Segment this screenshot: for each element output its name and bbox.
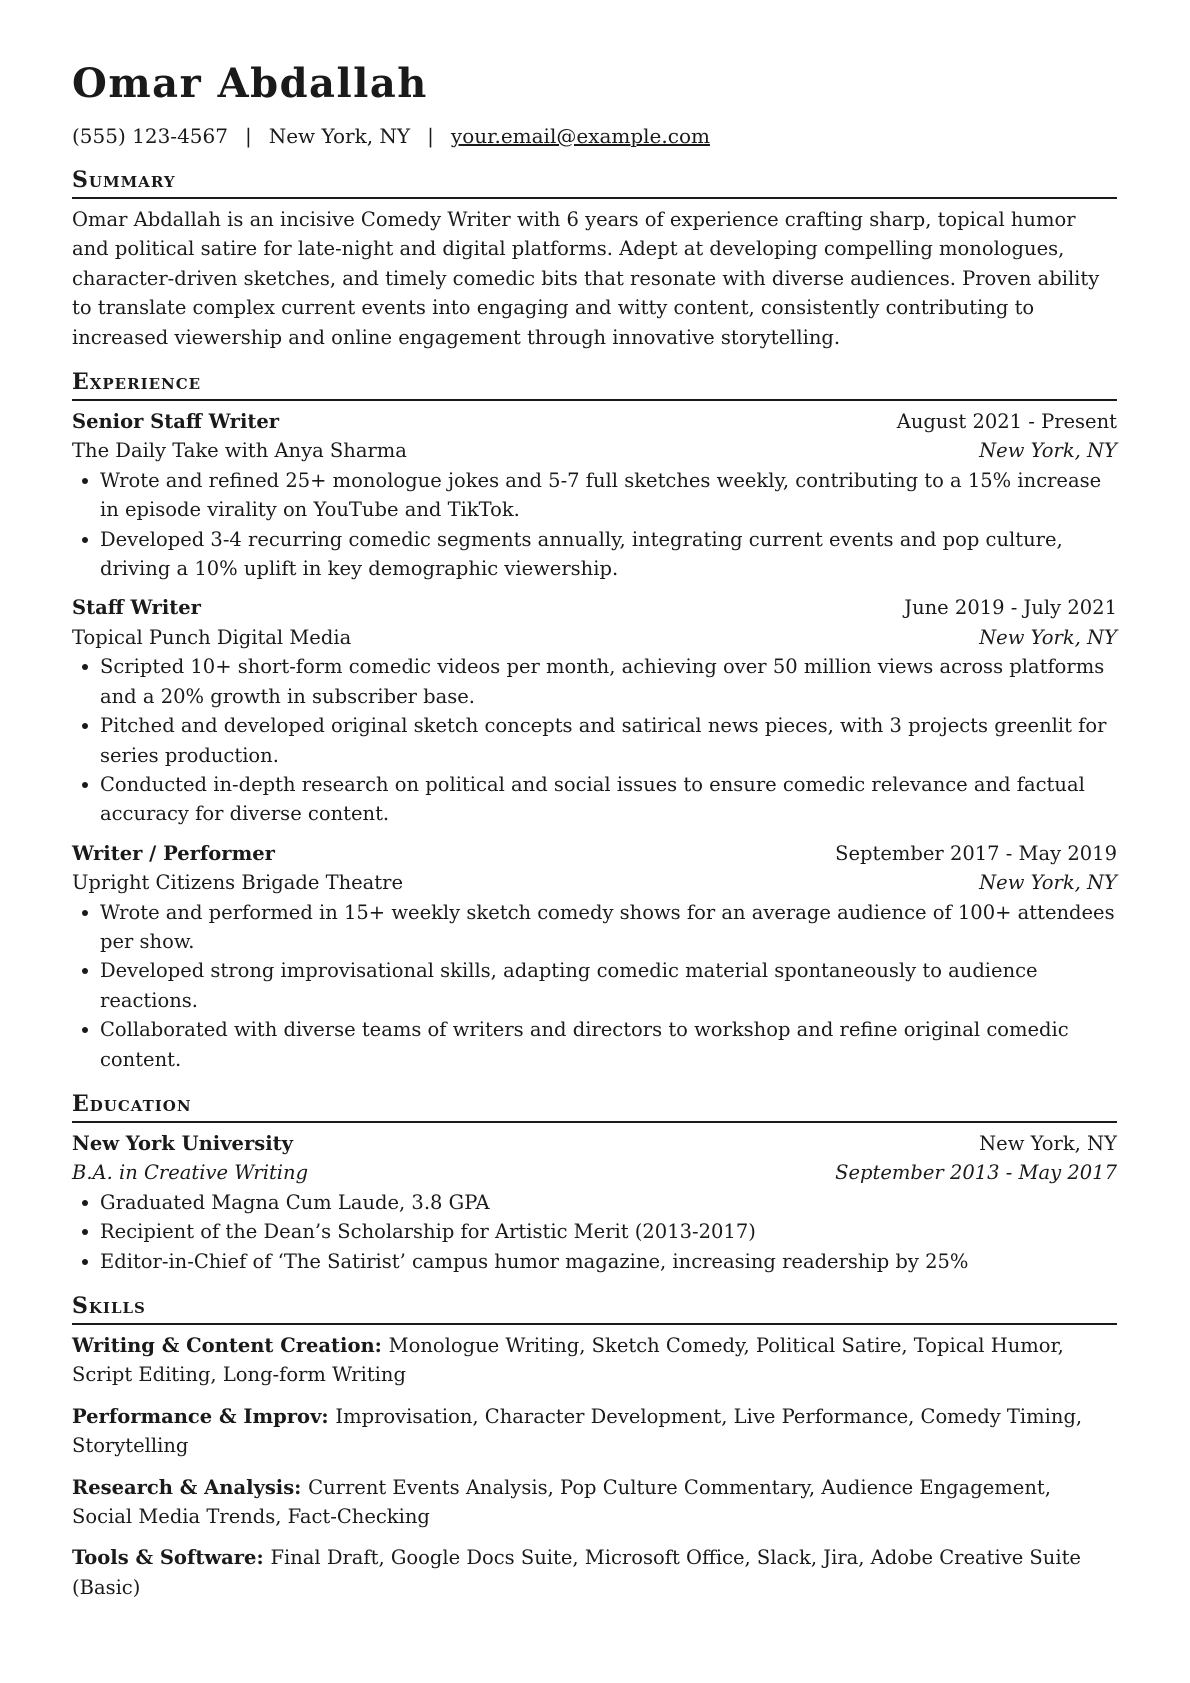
bullet-item: Wrote and performed in 15+ weekly sketch comedy shows for an average audience of 100+ attendees per show.: [72, 898, 1117, 957]
degree-name: B.A. in Creative Writing: [72, 1161, 309, 1185]
education-entry: [72, 1129, 1117, 1276]
job-title: Senior Staff Writer: [72, 410, 280, 434]
job-location: New York, NY: [979, 625, 1117, 649]
job-dates: August 2021 - Present: [896, 410, 1117, 434]
bullet-item: Conducted in-depth research on political and social issues to ensure comedic relevance and factual accuracy for diverse content.: [72, 770, 1117, 829]
bullet-item: Pitched and developed original sketch concepts and satirical news pieces, with 3 projects greenlit for series production.: [72, 711, 1117, 770]
school-name: New York University: [72, 1131, 293, 1155]
skill-label: Tools & Software:: [72, 1546, 271, 1570]
school-location: New York, NY: [979, 1131, 1117, 1155]
skill-text: Current Events Analysis, Pop Culture Commentary, Audience Engagement, Social Media Trends, Fact-Checking: [72, 1475, 1051, 1529]
job-bullets: [72, 898, 1117, 1074]
skill-row: [72, 1543, 1117, 1602]
skill-text: Final Draft, Google Docs Suite, Microsoft Office, Slack, Jira, Adobe Creative Suite (Basic): [72, 1546, 1081, 1599]
bullet-item: Recipient of the Dean’s Scholarship for Artistic Merit (2013-2017): [72, 1217, 1117, 1246]
skill-label: Performance & Improv:: [72, 1404, 336, 1428]
skill-label: Research & Analysis:: [72, 1475, 309, 1499]
job-location: New York, NY: [979, 871, 1117, 895]
skill-row: [72, 1402, 1117, 1461]
bullet-item: Developed strong improvisational skills, adapting comedic material spontaneously to audience reactions.: [72, 956, 1117, 1015]
education-bullets: [72, 1188, 1117, 1276]
bullet-item: Collaborated with diverse teams of writers and directors to workshop and refine original comedic content.: [72, 1015, 1117, 1074]
summary-text: Omar Abdallah is an incisive Comedy Writer with 6 years of experience crafting sharp, topical humor and political satire for late-night and digital platforms. Adept at developing compelling monologues, character-driven sketches, and timely comedic bits that resonate with diverse audiences. Proven ability to translate complex current events into engaging and witty content, consistently contributing to increased viewership and online engagement through innovative storytelling.: [72, 208, 1100, 349]
contact-separator: |: [427, 124, 434, 148]
job-bullets: [72, 652, 1117, 828]
bullet-item: Developed 3-4 recurring comedic segments annually, integrating current events and pop culture, driving a 10% uplift in key demographic viewership.: [72, 525, 1117, 584]
skill-row: [72, 1473, 1117, 1532]
skills-heading: Skills: [72, 1292, 1117, 1325]
bullet-item: Editor-in-Chief of ‘The Satirist’ campus humor magazine, increasing readership by 25%: [72, 1247, 1117, 1276]
job-company: Upright Citizens Brigade Theatre: [72, 871, 404, 895]
job-bullets: [72, 466, 1117, 584]
location-text: New York, NY: [268, 124, 411, 148]
experience-heading: Experience: [72, 368, 1117, 401]
job-title: Staff Writer: [72, 596, 201, 620]
education-heading: Education: [72, 1090, 1117, 1123]
contact-line: [72, 122, 1117, 150]
candidate-name: Omar Abdallah: [72, 60, 428, 107]
job-location: New York, NY: [979, 439, 1117, 463]
job-entry: [72, 839, 1117, 1074]
skill-label: Writing & Content Creation:: [72, 1334, 389, 1357]
job-entry: [72, 407, 1117, 583]
resume-page: [72, 58, 1117, 1614]
job-company: The Daily Take with Anya Sharma: [72, 439, 407, 463]
job-entry: [72, 593, 1117, 828]
email-link[interactable]: your.email@example.com: [450, 124, 710, 148]
job-company: Topical Punch Digital Media: [72, 625, 352, 649]
skill-text: Monologue Writing, Sketch Comedy, Political Satire, Topical Humor, Script Editing, Long-form Writing: [72, 1334, 1064, 1387]
job-dates: June 2019 - July 2021: [904, 596, 1117, 620]
bullet-item: Graduated Magna Cum Laude, 3.8 GPA: [72, 1188, 1117, 1217]
job-title: Writer / Performer: [72, 841, 275, 865]
education-dates: September 2013 - May 2017: [835, 1161, 1117, 1185]
bullet-item: Scripted 10+ short-form comedic videos per month, achieving over 50 million views across platforms and a 20% growth in subscriber base.: [72, 652, 1117, 711]
skill-text: Improvisation, Character Development, Live Performance, Comedy Timing, Storytelling: [72, 1404, 1083, 1458]
phone-number: (555) 123-4567: [72, 124, 228, 148]
job-dates: September 2017 - May 2019: [835, 841, 1117, 865]
bullet-item: Wrote and refined 25+ monologue jokes and 5-7 full sketches weekly, contributing to a 15% increase in episode virality on YouTube and TikTok.: [72, 466, 1117, 525]
contact-separator: |: [244, 124, 252, 148]
skill-row: [72, 1331, 1117, 1390]
summary-heading: Summary: [72, 166, 1117, 199]
